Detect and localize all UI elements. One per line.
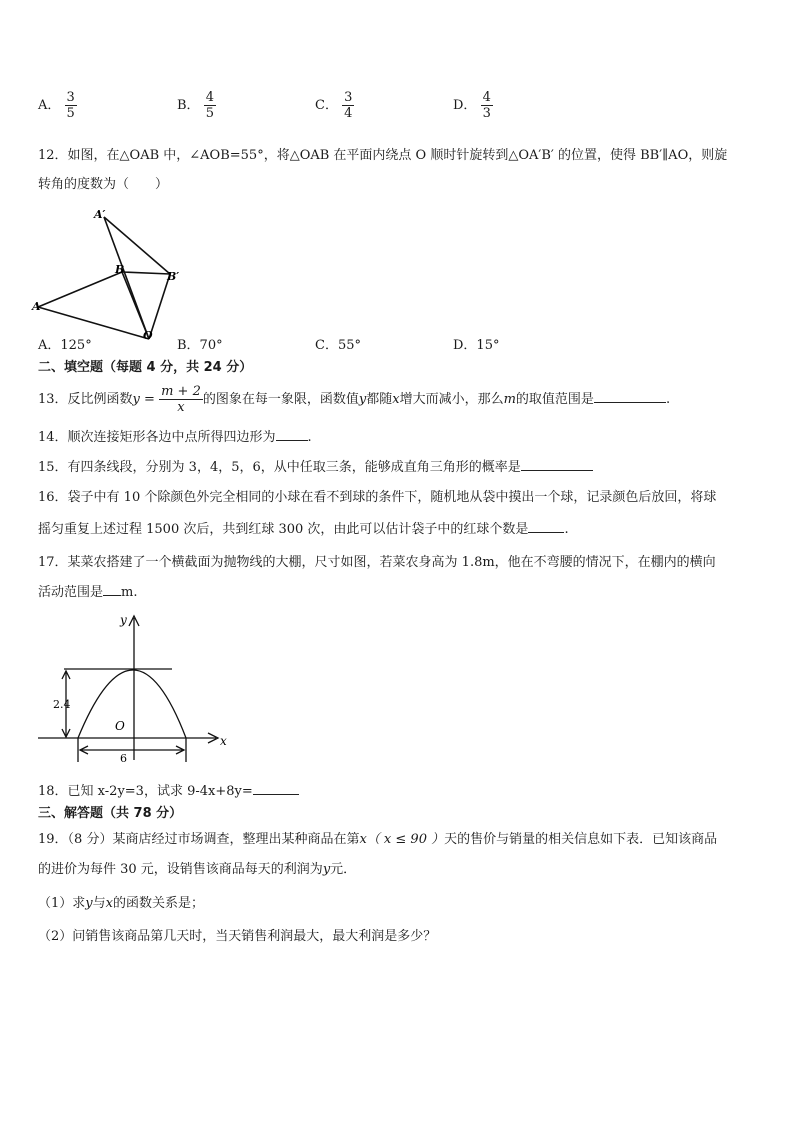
q17-line2 — [38, 583, 137, 601]
q18 — [38, 782, 299, 800]
denominator: 4 — [344, 106, 353, 121]
segment-a-prime-o — [104, 217, 149, 339]
option-label: C． — [315, 98, 338, 113]
q13-fraction — [159, 384, 203, 415]
q11-option-c — [315, 90, 354, 121]
q14 — [38, 428, 312, 446]
fraction — [65, 90, 77, 121]
segment-bb-prime — [122, 272, 170, 274]
q12-line1: 12．如图，在△OAB 中，∠AOB=55°，将△OAB 在平面内绕点 O 顺时针旋转到△OA′B′ 的位置，使得 BB′∥AO，则旋 — [38, 148, 728, 163]
fraction — [481, 90, 493, 121]
q19-text: 的进价为每件 30 元，设销售该商品每天的利润为 — [38, 862, 323, 877]
q13-text: 的图象在每一象限，函数值 — [202, 392, 359, 407]
q17-line1: 17．某菜农搭建了一个横截面为抛物线的大棚，尺寸如图，若菜农身高为 1.8m，他在不弯腰的情况下，在棚内的横向 — [38, 555, 716, 570]
q19-sub2: （2）问销售该商品第几天时，当天销售利润最大，最大利润是多少？ — [38, 929, 437, 944]
q18-text: 18．已知 x-2y=3，试求 9-4x+8y= — [38, 784, 253, 799]
answer-blank[interactable] — [594, 390, 666, 403]
answer-blank[interactable] — [528, 520, 564, 533]
q19-sub1-x: x — [105, 896, 113, 911]
numerator: m + 2 — [161, 384, 201, 399]
q13-text: 都随 — [366, 392, 393, 407]
q12-option-a: A．125° — [38, 338, 92, 353]
parabola — [78, 670, 186, 738]
q14-text: 14．顺次连接矩形各边中点所得四边形为 — [38, 430, 276, 445]
q13-text: 增大而减小，那么 — [399, 392, 504, 407]
q16-line2 — [38, 520, 569, 538]
option-label: A． — [38, 98, 61, 113]
q13-equals: = — [139, 392, 160, 407]
q13-end: . — [665, 392, 671, 407]
q13-y: y — [358, 392, 367, 407]
label-b-prime: B′ — [167, 270, 180, 283]
q13-text: 的取值范围是 — [515, 392, 594, 407]
q13-x: x — [392, 392, 400, 407]
q19-x: x — [359, 832, 367, 847]
q16-text: 摇匀重复上述过程 1500 次后，共到红球 300 次，由此可以估计袋子中的红球个数是 — [38, 522, 529, 537]
fraction — [342, 90, 354, 121]
q11-option-b — [177, 90, 216, 121]
q16-line1: 16．袋子中有 10 个除颜色外完全相同的小球在看不到球的条件下，随机地从袋中摸出一个球，记录颜色后放回，将球 — [38, 490, 717, 505]
option-label: D． — [453, 98, 477, 113]
numerator: 3 — [66, 90, 75, 105]
answer-blank[interactable] — [276, 428, 308, 441]
q19-text: 天的售价与销量的相关信息如下表．已知该商品 — [444, 832, 718, 847]
q12-option-c: C．55° — [315, 338, 361, 353]
q19-sub1-text: 与 — [92, 896, 106, 911]
denominator: 5 — [66, 106, 75, 121]
label-y: y — [120, 613, 127, 627]
q12-line2: 转角的度数为（ ） — [38, 177, 169, 192]
q14-end: . — [307, 430, 312, 445]
label-x: x — [220, 734, 227, 748]
q19-text: 19．（8 分）某商店经过市场调查，整理出某种商品在第 — [38, 832, 360, 847]
label-b: B — [115, 263, 125, 276]
section-3-title: 三、解答题（共 78 分） — [38, 806, 183, 821]
q19-condition: （ x ≤ 90 ） — [366, 832, 445, 847]
label-height: 2.4 — [53, 698, 71, 711]
q19-text: 元． — [330, 862, 357, 877]
numerator: 4 — [205, 90, 214, 105]
q15-text: 15．有四条线段，分别为 3，4，5，6，从中任取三条，能够成直角三角形的概率是 — [38, 460, 521, 475]
q19-sub1 — [38, 896, 204, 912]
label-a-prime: A′ — [94, 208, 106, 221]
q19-sub1-y: y — [85, 896, 93, 911]
label-width: 6 — [120, 752, 127, 765]
answer-blank[interactable] — [521, 458, 593, 471]
q19-line1 — [38, 832, 717, 848]
q13-y: y — [132, 392, 140, 407]
q17-parabola-figure — [36, 610, 236, 770]
denominator: 5 — [205, 106, 214, 121]
q16-end: . — [564, 522, 569, 537]
q19-sub1-text: （1）求 — [38, 896, 86, 911]
label-a: A — [32, 300, 41, 313]
denominator: 3 — [482, 106, 491, 121]
numerator: 3 — [344, 90, 353, 105]
fraction — [204, 90, 216, 121]
q12-option-d: D．15° — [453, 338, 500, 353]
answer-blank[interactable] — [103, 583, 121, 596]
section-2-title: 二、填空题（每题 4 分，共 24 分） — [38, 360, 253, 375]
q11-option-a — [38, 90, 77, 121]
q19-y: y — [322, 862, 331, 877]
label-o: O — [143, 329, 153, 340]
q15 — [38, 458, 593, 476]
q12-rotation-figure — [30, 205, 190, 340]
q13-prefix: 13．反比例函数 — [38, 392, 133, 407]
answer-blank[interactable] — [253, 782, 299, 795]
q17-unit: m. — [121, 585, 138, 600]
q11-option-d — [453, 90, 493, 121]
q17-text: 活动范围是 — [38, 585, 104, 600]
q19-sub1-text: 的函数关系是； — [113, 896, 205, 911]
label-o: O — [115, 719, 125, 733]
option-label: B． — [177, 98, 200, 113]
q12-option-b: B．70° — [177, 338, 223, 353]
numerator: 4 — [482, 90, 491, 105]
segment-ab — [38, 272, 122, 307]
q13-m: m — [503, 392, 516, 407]
denominator: x — [177, 400, 185, 415]
q19-line2 — [38, 862, 356, 878]
q13 — [38, 384, 670, 415]
